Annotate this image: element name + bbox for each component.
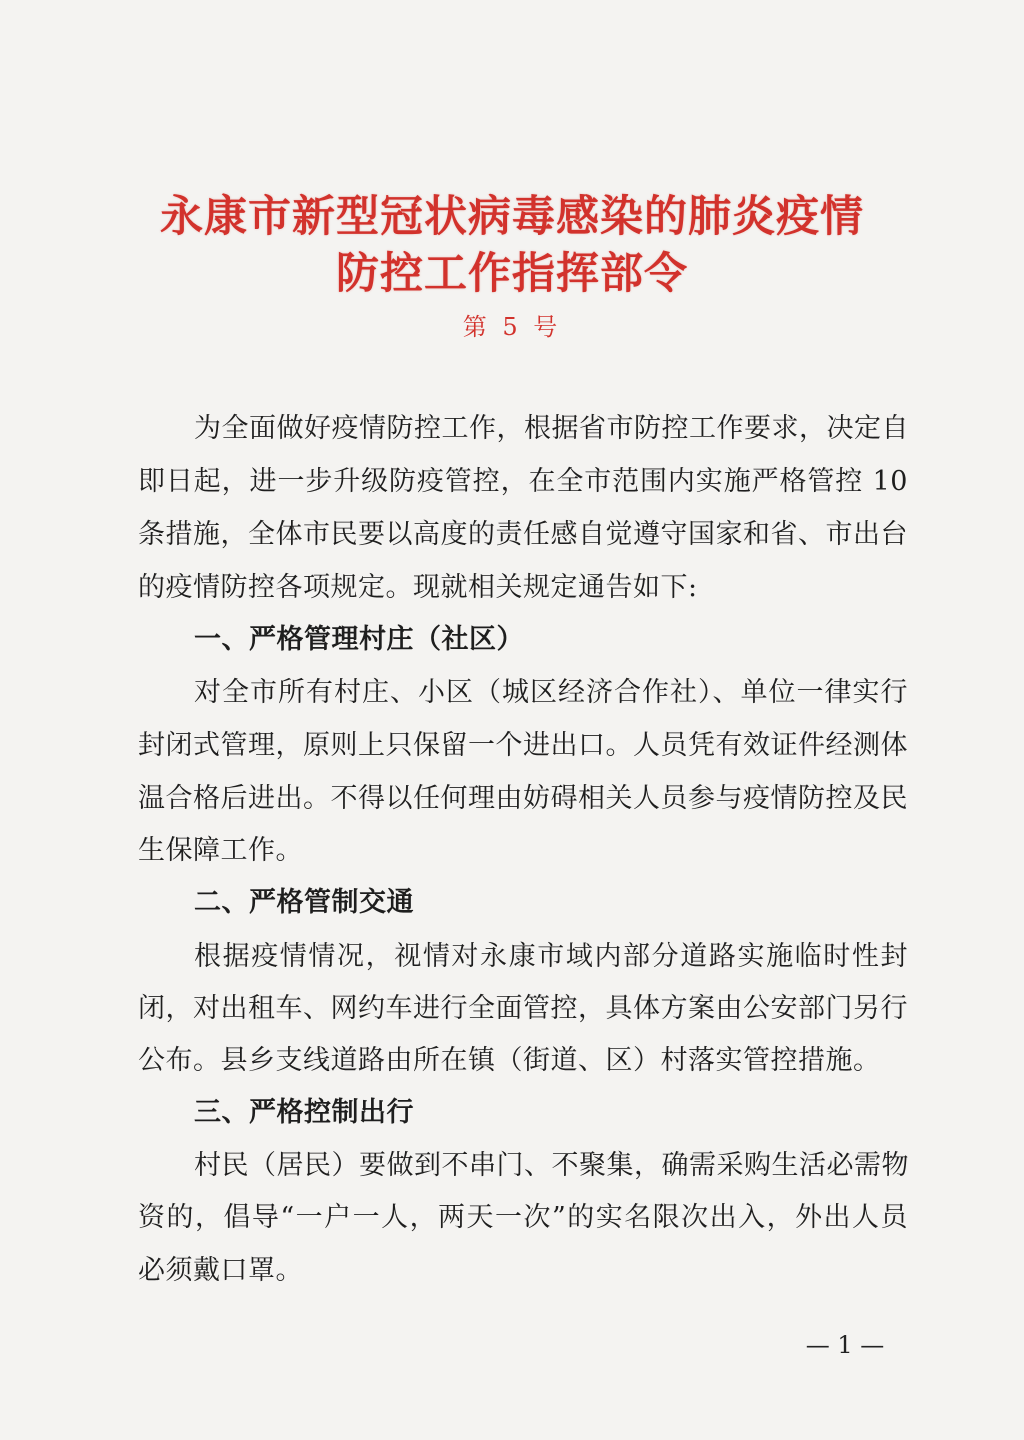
section-1-line: 对全市所有村庄、小区（城区经济合作社）、单位一律实行 <box>194 677 908 708</box>
document-title-line-1: 永康市新型冠状病毒感染的肺炎疫情 <box>160 192 864 242</box>
intro-line: 为全面做好疫情防控工作，根据省市防控工作要求，决定自 <box>194 413 909 444</box>
intro-line: 条措施，全体市民要以高度的责任感自觉遵守国家和省、市出台 <box>138 519 908 550</box>
intro-line: 即日起，进一步升级防疫管控，在全市范围内实施严格管控 10 <box>138 466 908 497</box>
section-heading-1: 一、严格管理村庄（社区） <box>194 624 524 655</box>
document-number: 第 5 号 <box>462 313 562 341</box>
section-1-line: 温合格后进出。不得以任何理由妨碍相关人员参与疫情防控及民 <box>138 783 908 814</box>
document-title-line-2: 防控工作指挥部令 <box>336 249 688 299</box>
page-number: — 1 — <box>805 1331 885 1359</box>
section-3-line: 资的，倡导“一户一人，两天一次”的实名限次出入，外出人员 <box>138 1202 908 1233</box>
section-2-line: 根据疫情情况，视情对永康市域内部分道路实施临时性封 <box>194 941 908 972</box>
section-2-line: 公布。县乡支线道路由所在镇（街道、区）村落实管控措施。 <box>138 1045 881 1076</box>
section-heading-3: 三、严格控制出行 <box>194 1097 414 1128</box>
section-3-line: 村民（居民）要做到不串门、不聚集，确需采购生活必需物 <box>194 1150 909 1181</box>
section-2-line: 闭，对出租车、网约车进行全面管控，具体方案由公安部门另行 <box>138 993 908 1024</box>
section-3-line: 必须戴口罩。 <box>138 1255 303 1286</box>
section-1-line: 封闭式管理，原则上只保留一个进出口。人员凭有效证件经测体 <box>138 730 908 761</box>
intro-line: 的疫情防控各项规定。现就相关规定通告如下: <box>138 572 698 603</box>
section-heading-2: 二、严格管制交通 <box>194 887 414 918</box>
section-1-line: 生保障工作。 <box>138 835 303 866</box>
